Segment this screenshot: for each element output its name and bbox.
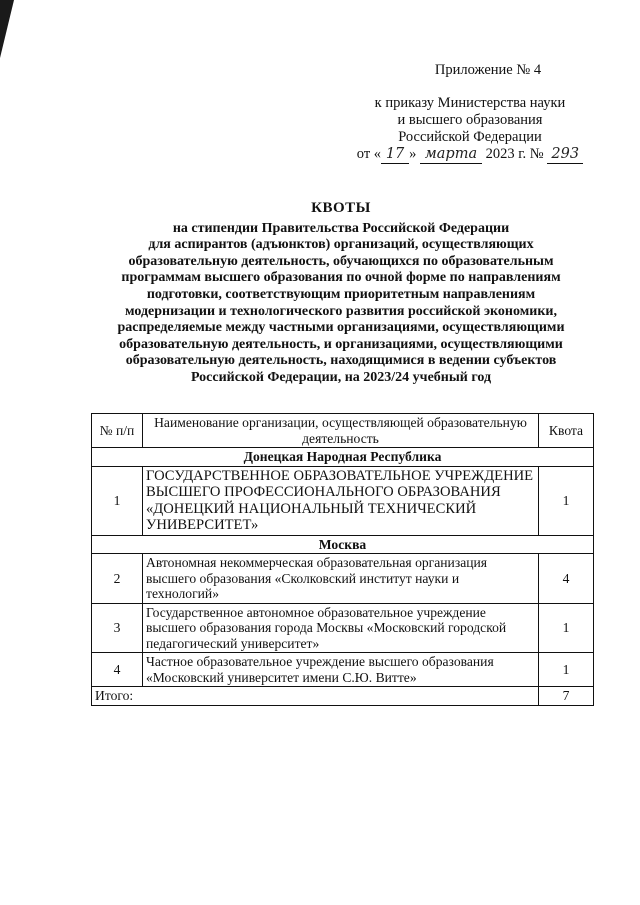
row-num: 2 xyxy=(92,554,143,604)
date-prefix: от « xyxy=(356,146,382,162)
table-row xyxy=(92,603,594,653)
row-organization: ГОСУДАРСТВЕННОЕ ОБРАЗОВАТЕЛЬНОЕ УЧРЕЖДЕНИЕ ВЫСШЕГО ПРОФЕССИОНАЛЬНОГО ОБРАЗОВАНИЯ «ДОНЕЦКИЙ НАЦИОНАЛЬНЫЙ ТЕХНИЧЕСКИЙ УНИВЕРСИТЕТ» xyxy=(143,466,539,535)
row-quota: 1 xyxy=(539,466,594,535)
row-quota: 4 xyxy=(539,554,594,604)
region-row xyxy=(92,535,594,554)
total-row xyxy=(92,687,594,706)
total-value: 7 xyxy=(539,687,594,706)
order-line-1: к приказу Министерства науки xyxy=(374,95,566,111)
table-row xyxy=(92,653,594,687)
quota-table xyxy=(91,413,594,706)
region-name: Москва xyxy=(92,535,594,554)
title-line: Российской Федерации, на 2023/24 учебный год xyxy=(190,369,492,385)
header-quota: Квота xyxy=(539,414,594,448)
order-number-handwritten: 293 xyxy=(547,146,583,164)
appendix-label: Приложение № 4 xyxy=(434,62,542,78)
title-line: распределяемые между частными организациями, осуществляющими xyxy=(117,320,565,336)
table-header-row xyxy=(92,414,594,448)
date-year: 2023 г. № xyxy=(485,146,544,162)
header-organization: Наименование организации, осуществляющей образовательную деятельность xyxy=(143,414,539,448)
title-line: для аспирантов (адъюнктов) организаций, осуществляющих xyxy=(148,237,534,253)
row-num: 4 xyxy=(92,653,143,687)
title-line: образовательную деятельность, находящимися в ведении субъектов xyxy=(125,353,557,369)
order-line-2: и высшего образования xyxy=(397,112,543,128)
document-header xyxy=(340,62,600,164)
title-line: программам высшего образования по очной форме по направлениям xyxy=(121,270,561,286)
table-row xyxy=(92,466,594,535)
table-row xyxy=(92,554,594,604)
row-num: 3 xyxy=(92,603,143,653)
title-line: образовательную деятельность, и организациями, осуществляющими xyxy=(119,336,563,352)
header-num: № п/п xyxy=(92,414,143,448)
title-line: модернизации и технологического развития российской экономики, xyxy=(125,303,557,319)
row-organization: Государственное автономное образовательное учреждение высшего образования города Москвы «Московский городской педагогический университет» xyxy=(143,603,539,653)
row-organization: Автономная некоммерческая образовательная организация высшего образования «Сколковский институт науки и технологий» xyxy=(143,554,539,604)
region-name: Донецкая Народная Республика xyxy=(92,448,594,467)
date-month-handwritten: марта xyxy=(420,146,482,164)
row-num: 1 xyxy=(92,466,143,535)
region-row xyxy=(92,448,594,467)
scan-corner-mark xyxy=(0,0,14,58)
document-title xyxy=(86,200,596,387)
date-mid: » xyxy=(409,146,417,162)
row-organization: Частное образовательное учреждение высшего образования «Московский университет имени С.Ю. Витте» xyxy=(143,653,539,687)
total-label: Итого: xyxy=(92,687,539,706)
order-line-3: Российской Федерации xyxy=(398,129,542,145)
row-quota: 1 xyxy=(539,653,594,687)
title-line: подготовки, соответствующим приоритетным направлениям xyxy=(146,286,536,302)
title-line: образовательную деятельность, обучающихся по образовательным xyxy=(128,253,554,269)
title-line: на стипендии Правительства Российской Федерации xyxy=(172,220,510,236)
row-quota: 1 xyxy=(539,603,594,653)
title-main: КВОТЫ xyxy=(311,200,371,216)
date-day-handwritten: 17 xyxy=(381,146,409,164)
order-date-line xyxy=(340,146,600,164)
